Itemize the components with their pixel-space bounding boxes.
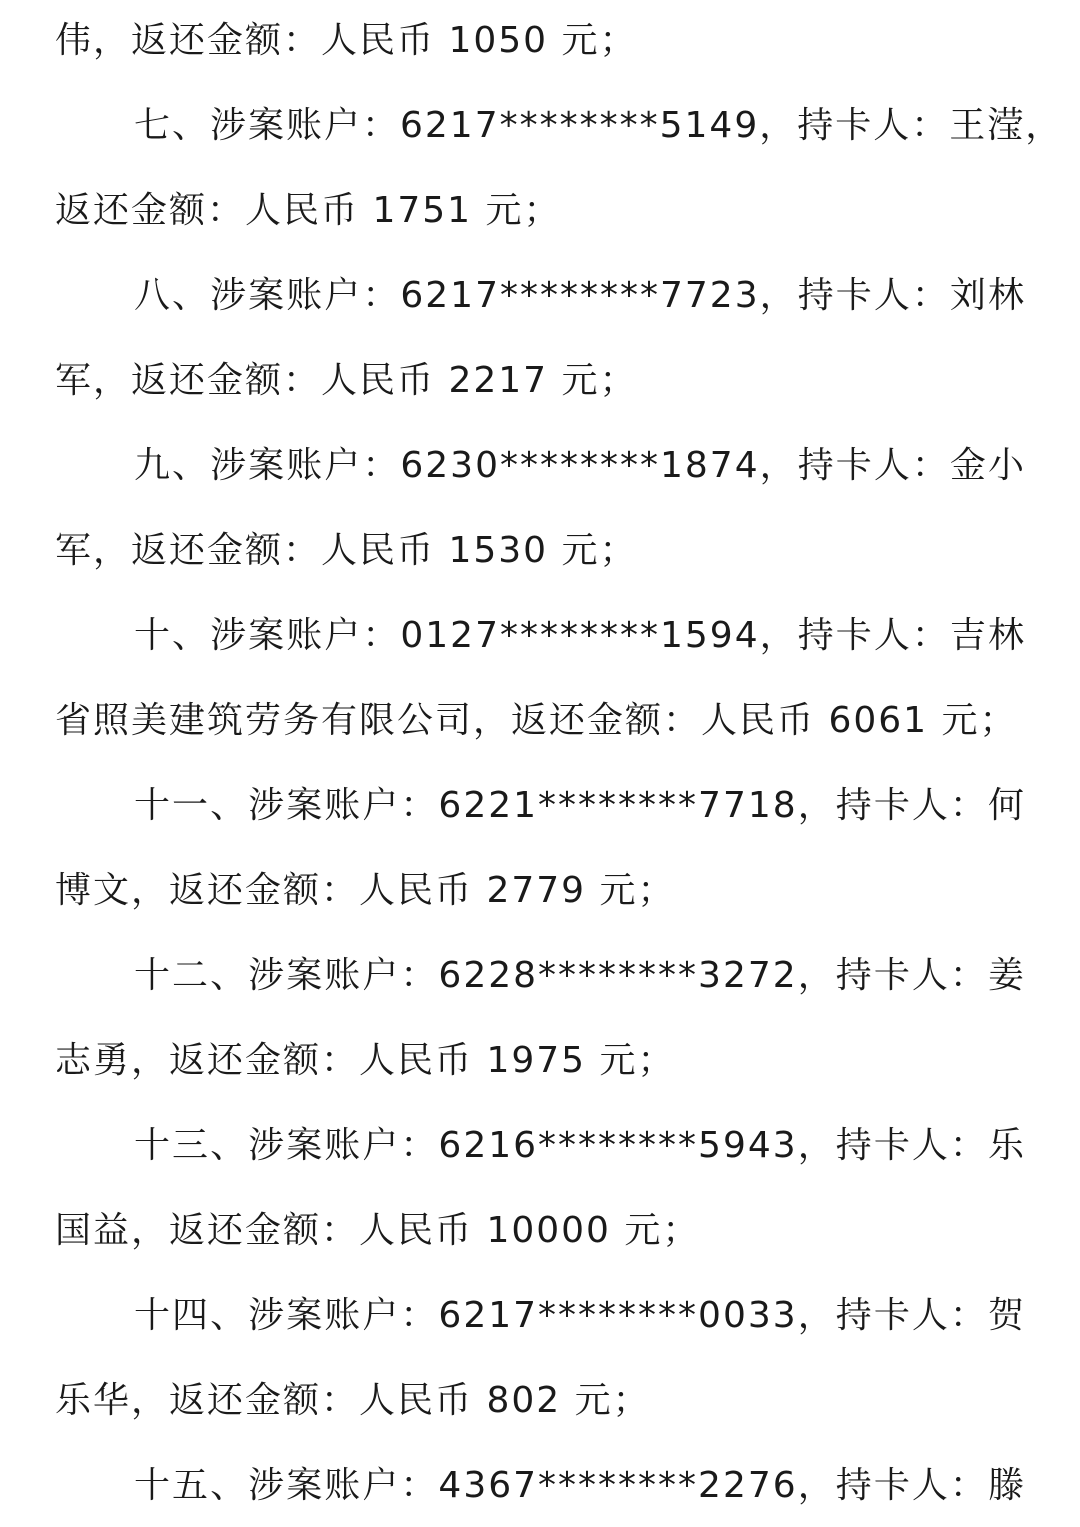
text-line: 军，返还金额：人民币 2217 元；	[55, 360, 638, 401]
text-line: 十四、涉案账户：6217********0033，持卡人：贺	[134, 1295, 1026, 1336]
text-line: 志勇，返还金额：人民币 1975 元；	[55, 1040, 676, 1081]
text-line: 返还金额：人民币 1751 元；	[55, 190, 562, 231]
text-line: 八、涉案账户：6217********7723，持卡人：刘林	[134, 275, 1026, 316]
text-line: 九、涉案账户：6230********1874，持卡人：金小	[134, 445, 1026, 486]
text-line: 七、涉案账户：6217********5149，持卡人：王滢，	[134, 105, 1064, 146]
text-line: 十二、涉案账户：6228********3272，持卡人：姜	[134, 955, 1026, 996]
text-line: 十一、涉案账户：6221********7718，持卡人：何	[134, 785, 1026, 826]
text-line: 伟，返还金额：人民币 1050 元；	[55, 20, 638, 61]
text-line: 军，返还金额：人民币 1530 元；	[55, 530, 638, 571]
text-line: 国益，返还金额：人民币 10000 元；	[55, 1210, 701, 1251]
text-line: 博文，返还金额：人民币 2779 元；	[55, 870, 676, 911]
text-line: 十、涉案账户：0127********1594，持卡人：吉林	[134, 615, 1026, 656]
text-line: 省照美建筑劳务有限公司，返还金额：人民币 6061 元；	[55, 700, 1018, 741]
text-line: 十五、涉案账户：4367********2276，持卡人：滕	[134, 1465, 1026, 1506]
text-line: 乐华，返还金额：人民币 802 元；	[55, 1380, 651, 1421]
text-line: 十三、涉案账户：6216********5943，持卡人：乐	[134, 1125, 1026, 1166]
